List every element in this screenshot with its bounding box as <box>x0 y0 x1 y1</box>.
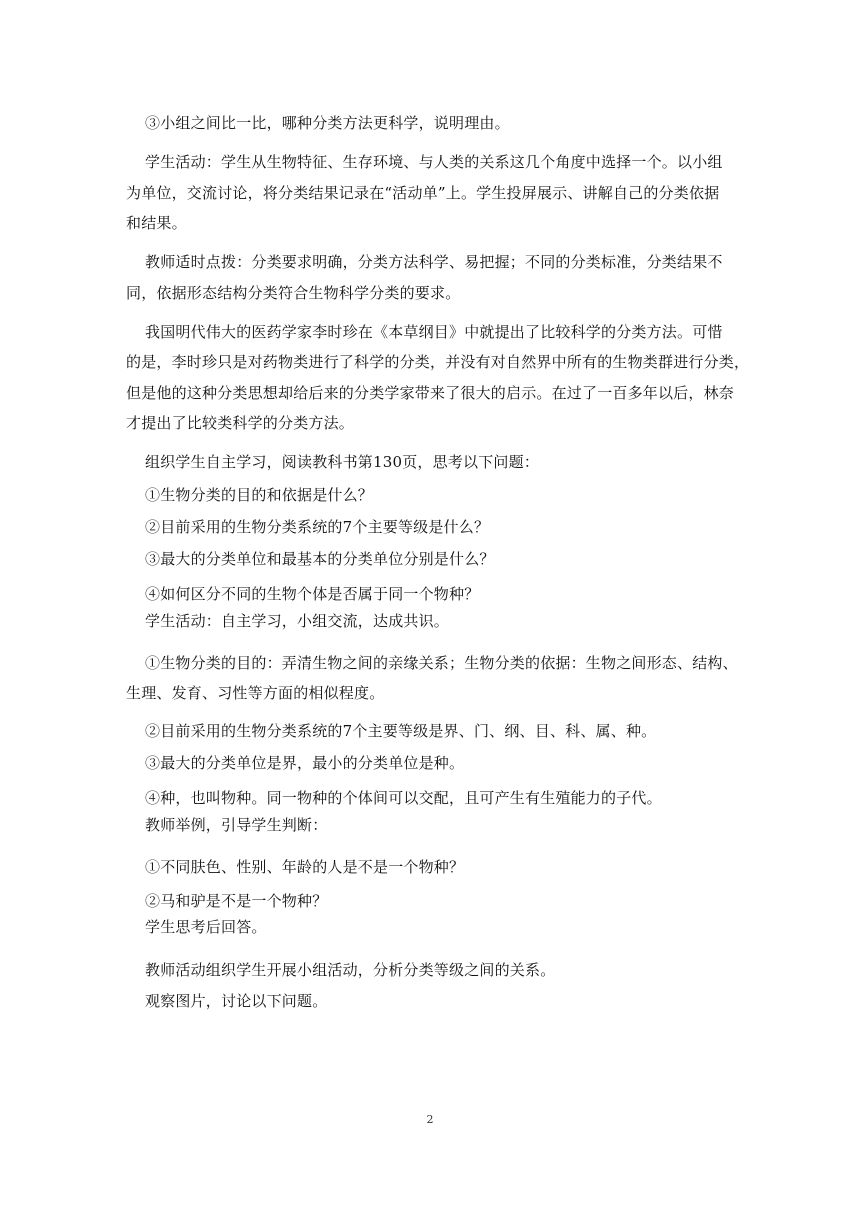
question-item: ④如何区分不同的生物个体是否属于同一个物种？ <box>145 585 480 603</box>
text-line: 和结果。 <box>126 214 187 232</box>
answer-item: ①生物分类的目的：弄清生物之间的亲缘关系；生物分类的依据：生物之间形态、结构、 <box>145 654 738 672</box>
text-line: ③小组之间比一比，哪种分类方法更科学，说明理由。 <box>145 114 510 132</box>
text-line: 学生思考后回答。 <box>145 918 267 936</box>
page-number: 2 <box>426 1113 434 1126</box>
answer-item: ②目前采用的生物分类系统的7个主要等级是界、门、纲、目、科、属、种。 <box>145 722 657 740</box>
question-item: ②马和驴是不是一个物种？ <box>145 892 328 910</box>
text-line: 教师适时点拨：分类要求明确，分类方法科学、易把握；不同的分类标准，分类结果不 <box>145 253 723 271</box>
text-line: 教师活动组织学生开展小组活动，分析分类等级之间的关系。 <box>145 961 556 979</box>
answer-item-continuation: 生理、发育、习性等方面的相似程度。 <box>126 684 385 702</box>
text-line: 组织学生自主学习，阅读教科书第130页，思考以下问题： <box>145 453 540 471</box>
text-line: 但是他的这种分类思想却给后来的分类学家带来了很大的启示。在过了一百多年以后，林奈 <box>126 384 735 402</box>
text-line: 我国明代伟大的医药学家李时珍在《本草纲目》中就提出了比较科学的分类方法。可惜 <box>145 323 723 341</box>
answer-item: ④种，也叫物种。同一物种的个体间可以交配，且可产生有生殖能力的子代。 <box>145 789 662 807</box>
question-item: ①不同肤色、性别、年龄的人是不是一个物种？ <box>145 858 465 876</box>
answer-item: ③最大的分类单位是界，最小的分类单位是种。 <box>145 754 465 772</box>
text-line: 学生活动：自主学习，小组交流，达成共识。 <box>145 612 450 630</box>
question-item: ②目前采用的生物分类系统的7个主要等级是什么？ <box>145 518 490 536</box>
text-line: 才提出了比较类科学的分类方法。 <box>126 414 355 432</box>
text-line: 学生活动：学生从生物特征、生存环境、与人类的关系这几个角度中选择一个。以小组 <box>145 153 723 171</box>
text-line: 为单位，交流讨论，将分类结果记录在“活动单”上。学生投屏展示、讲解自己的分类依据 <box>126 184 720 202</box>
text-line: 教师举例，引导学生判断： <box>145 816 328 834</box>
text-line: 同，依据形态结构分类符合生物科学分类的要求。 <box>126 284 461 302</box>
text-line: 的是，李时珍只是对药物类进行了科学的分类，并没有对自然界中所有的生物类群进行分类， <box>126 353 750 371</box>
text-line: 观察图片，讨论以下问题。 <box>145 992 328 1010</box>
question-item: ③最大的分类单位和最基本的分类单位分别是什么？ <box>145 550 495 568</box>
question-item: ①生物分类的目的和依据是什么？ <box>145 486 374 504</box>
